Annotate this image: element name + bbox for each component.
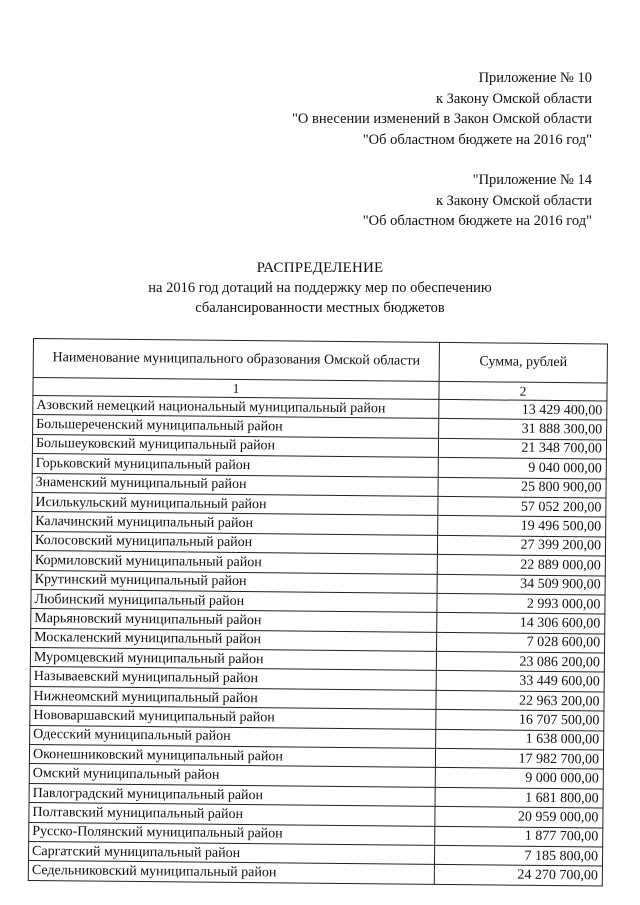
distribution-table — [28, 338, 608, 886]
appendix-original-line-2: к Закону Омской области — [435, 192, 592, 209]
sum-cell: 2 993 000,00 — [437, 593, 605, 614]
table-body — [28, 396, 607, 886]
appendix-current-line-2: к Закону Омской области — [435, 90, 592, 107]
sum-cell: 17 982 700,00 — [435, 748, 603, 769]
appendix-original-line-1: "Приложение № 14 — [472, 172, 592, 188]
title-line-3: сбалансированности местных бюджетов — [195, 300, 445, 316]
municipality-name-cell: Омский муниципальный район — [29, 764, 435, 787]
municipality-name-cell: Саргатский муниципальный район — [28, 841, 434, 864]
sum-cell: 22 963 200,00 — [436, 690, 604, 711]
municipality-name-cell: Нижнеомский муниципальный район — [30, 686, 436, 709]
municipality-name-cell: Знаменский муниципальный район — [32, 473, 438, 496]
sum-cell: 20 959 000,00 — [435, 807, 603, 828]
sum-cell: 31 888 300,00 — [439, 419, 607, 440]
municipality-name-cell: Оконешниковский муниципальный район — [29, 745, 435, 768]
distribution-table-wrapper — [28, 338, 608, 886]
municipality-name-cell: Муромцевский муниципальный район — [30, 648, 436, 671]
sum-cell: 13 429 400,00 — [439, 399, 607, 420]
header-municipality-name: Наименование муниципального образования Омской области — [33, 339, 439, 382]
municipality-name-cell: Большереченский муниципальный район — [33, 415, 439, 438]
sum-cell: 22 889 000,00 — [437, 555, 605, 576]
sum-cell: 1 681 800,00 — [435, 787, 603, 808]
sum-cell: 16 707 500,00 — [436, 710, 604, 731]
appendix-original — [363, 170, 592, 232]
municipality-name-cell: Крутинский муниципальный район — [31, 570, 437, 593]
sum-cell: 9 040 000,00 — [438, 458, 606, 479]
municipality-name-cell: Одесский муниципальный район — [30, 725, 436, 748]
sum-cell: 33 449 600,00 — [436, 671, 604, 692]
municipality-name-cell: Колосовский муниципальный район — [31, 531, 437, 554]
title-line-2: на 2016 год дотаций на поддержку мер по обеспечению — [148, 280, 492, 296]
document-title — [0, 258, 640, 318]
municipality-name-cell: Павлоградский муниципальный район — [29, 783, 435, 806]
municipality-name-cell: Полтавский муниципальный район — [29, 803, 435, 826]
municipality-name-cell: Нововаршавский муниципальный район — [30, 706, 436, 729]
appendix-original-line-3: "Об областном бюджете на 2016 год" — [362, 213, 592, 229]
title-heading: РАСПРЕДЕЛЕНИЕ — [256, 260, 384, 276]
municipality-name-cell: Русско-Полянский муниципальный район — [29, 822, 435, 845]
municipality-name-cell: Любинский муниципальный район — [31, 589, 437, 612]
sum-cell: 34 509 900,00 — [437, 574, 605, 595]
table-header-row — [33, 339, 607, 384]
municipality-name-cell: Горьковский муниципальный район — [32, 454, 438, 477]
municipality-name-cell: Марьяновский муниципальный район — [31, 609, 437, 632]
municipality-name-cell: Исилькульский муниципальный район — [32, 492, 438, 515]
municipality-name-cell: Калачинский муниципальный район — [32, 512, 438, 535]
municipality-name-cell: Кормиловский муниципальный район — [31, 551, 437, 574]
sum-cell: 24 270 700,00 — [434, 865, 602, 886]
table-row — [28, 861, 602, 886]
sum-cell: 57 052 200,00 — [438, 496, 606, 517]
sum-cell: 1 877 700,00 — [435, 826, 603, 847]
municipality-name-cell: Азовский немецкий национальный муниципальный район — [33, 396, 439, 419]
sum-cell: 14 306 600,00 — [437, 613, 605, 634]
sum-cell: 23 086 200,00 — [436, 651, 604, 672]
appendix-current-line-3: "О внесении изменений в Закон Омской области — [292, 111, 592, 127]
header-sum: Сумма, рублей — [439, 342, 607, 383]
column-number-2: 2 — [439, 381, 607, 401]
appendix-current-line-1: Приложение № 10 — [478, 70, 592, 86]
municipality-name-cell: Седельниковский муниципальный район — [28, 861, 434, 884]
sum-cell: 7 028 600,00 — [437, 632, 605, 653]
municipality-name-cell: Называевский муниципальный район — [30, 667, 436, 690]
sum-cell: 25 800 900,00 — [438, 477, 606, 498]
column-number-1: 1 — [33, 378, 439, 400]
sum-cell: 19 496 500,00 — [438, 516, 606, 537]
sum-cell: 9 000 000,00 — [435, 768, 603, 789]
appendix-current-line-4: "Об областном бюджете на 2016 год" — [362, 131, 592, 148]
appendix-current — [292, 68, 592, 150]
municipality-name-cell: Большеуковский муниципальный район — [32, 434, 438, 457]
sum-cell: 27 399 200,00 — [437, 535, 605, 556]
sum-cell: 1 638 000,00 — [436, 729, 604, 750]
sum-cell: 21 348 700,00 — [438, 438, 606, 459]
municipality-name-cell: Москаленский муниципальный район — [31, 628, 437, 651]
sum-cell: 7 185 800,00 — [434, 845, 602, 866]
